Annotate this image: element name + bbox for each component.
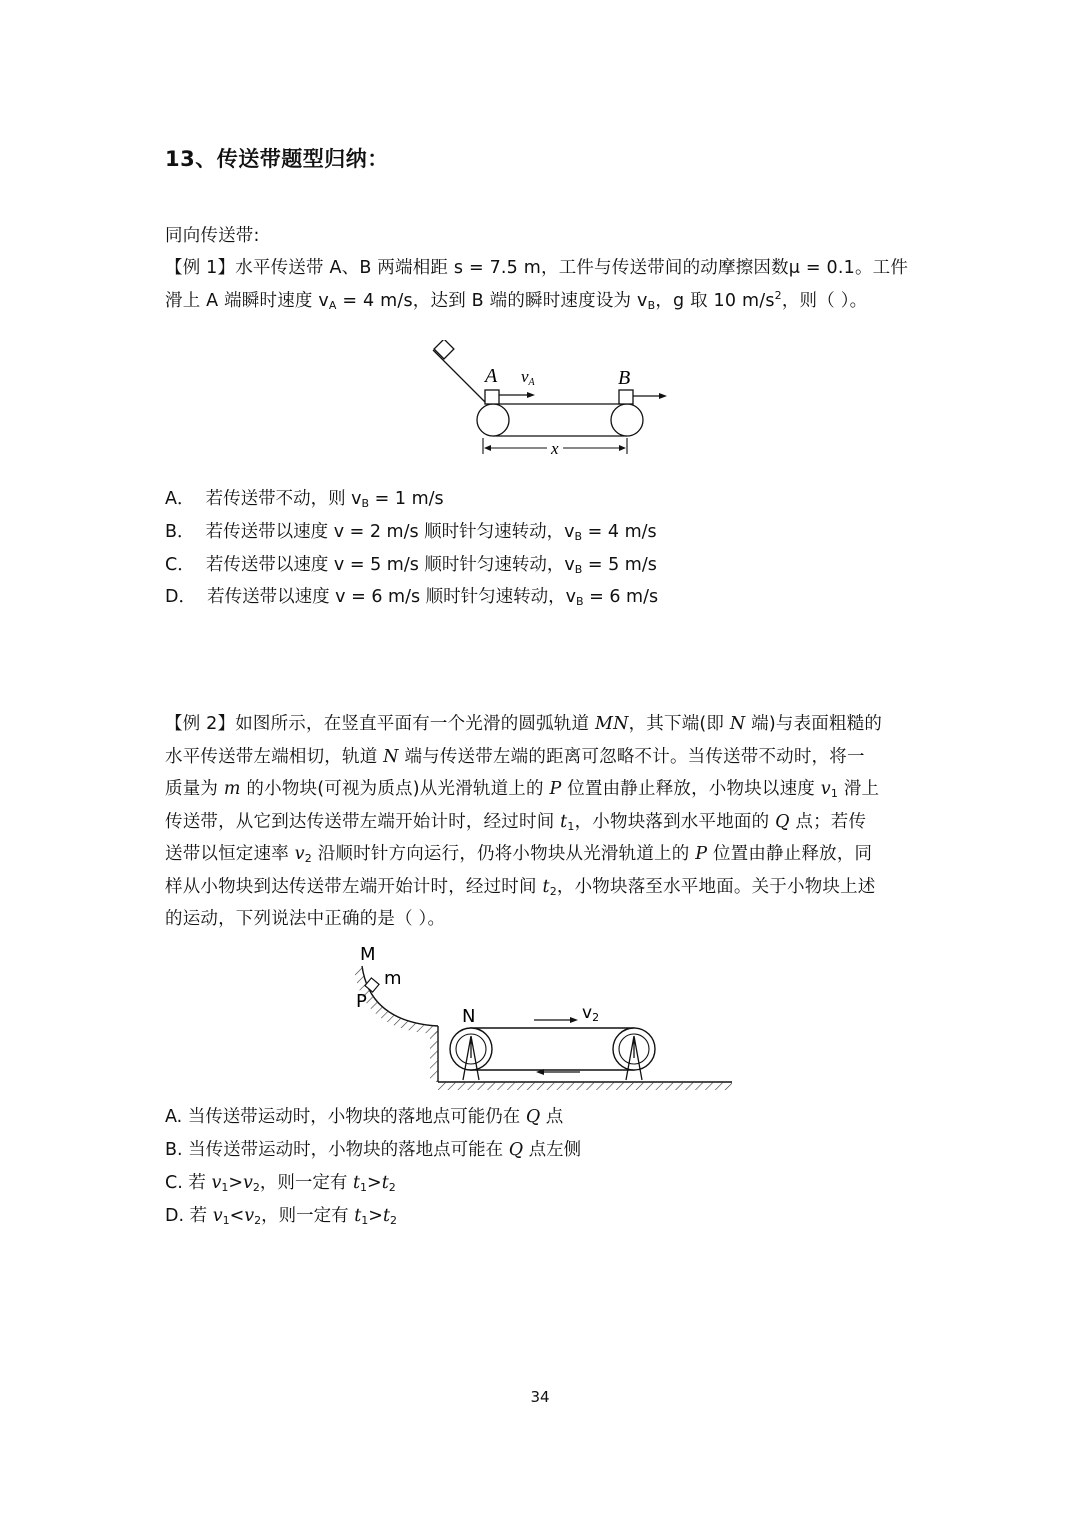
ground-hatch [438,1082,732,1090]
dim-arrow-left [484,445,491,451]
label-m-lower: m [384,968,402,989]
arrow-va-head [527,392,535,398]
example2-line1: 【例 2】如图所示，在竖直平面有一个光滑的圆弧轨道 MN，其下端(即 N 端)与表面粗糙的 [165,714,883,734]
page-number: 34 [530,1388,550,1406]
example2-line6: 样从小物块到达传送带左端开始计时，经过时间 $t_2$，小物块落至水平地面。关于小物块上述 [165,876,876,898]
example2-stem [165,708,882,936]
block-a [485,390,499,404]
label-m-upper: M [360,944,376,965]
label-p: P [356,991,367,1012]
example1-option-b: B． 若传送带以速度 v = 2 m/s 顺时针匀速转动，$v_B = 4$ m/s [165,522,657,543]
right-pulley [611,404,643,436]
example1-stem [165,252,908,317]
subheading: 同向传送带: [165,226,260,246]
example1-option-c: C． 若传送带以速度 v = 5 m/s 顺时针匀速转动，$v_B = 5$ m/s [165,555,657,576]
wall-hatch [430,1030,438,1082]
example2-option-d: D. 若 $v_1<v_2$，则一定有 $t_1>t_2$ [165,1206,397,1227]
example1-option-d: D． 若传送带以速度 v = 6 m/s 顺时针匀速转动，$v_B = 6$ m/s [165,587,659,608]
section-title: 13、传送带题型归纳： [165,147,389,171]
example2-option-b: B. 当传送带运动时，小物块的落地点可能在 Q 点左侧 [165,1140,582,1160]
dim-arrow-right [619,445,626,451]
label-x: x [551,439,559,458]
label-a: A [485,365,498,387]
example2-line7: 的运动，下列说法中正确的是（ ）。 [165,909,446,929]
label-va: vA [521,367,535,388]
label-b: B [618,367,631,389]
conveyor-figure-1 [425,340,685,465]
left-pulley [477,404,509,436]
block-b [619,390,633,404]
example2-line4: 传送带，从它到达传送带左端开始计时，经过时间 $t_1$，小物块落到水平地面的 Q 点；若传 [165,811,867,833]
label-v2: v2 [582,1003,600,1024]
arrow-top-head [570,1017,578,1023]
example2-line2: 水平传送带左端相切，轨道 N 端与传送带左端的距离可忽略不计。当传送带不动时，将一 [165,746,865,767]
arrow-vb-head [659,393,667,399]
conveyor-figure-2 [350,940,740,1095]
example1-line1: 【例 1】水平传送带 A、B 两端相距 s = 7.5 m，工件与传送带间的动摩擦因数μ = 0.1。工件 [165,258,909,278]
label-n: N [462,1006,476,1027]
example1-line2: 滑上 A 端瞬时速度 $v_A = 4$ m/s，达到 B 端的瞬时速度设为 $v_B$，g 取 10 $m/s^2$，则（ ）。 [165,288,868,312]
example2-line5: 送带以恒定速率 $v_2$ 沿顺时针方向运行，仍将小物块从光滑轨道上的 P 位置由静止释放，同 [165,844,873,865]
incline [433,350,489,406]
block [434,340,454,359]
example2-option-a: A. 当传送带运动时，小物块的落地点可能仍在 Q 点 [165,1107,564,1127]
example2-line3: 质量为 m 的小物块(可视为质点)从光滑轨道上的 P 位置由静止释放，小物块以速度 $v_1$ 滑上 [165,779,880,800]
example2-option-c: C. 若 $v_1>v_2$，则一定有 $t_1>t_2$ [165,1173,396,1194]
example1-option-a: A． 若传送带不动，则 $v_B = 1$ m/s [165,489,444,510]
